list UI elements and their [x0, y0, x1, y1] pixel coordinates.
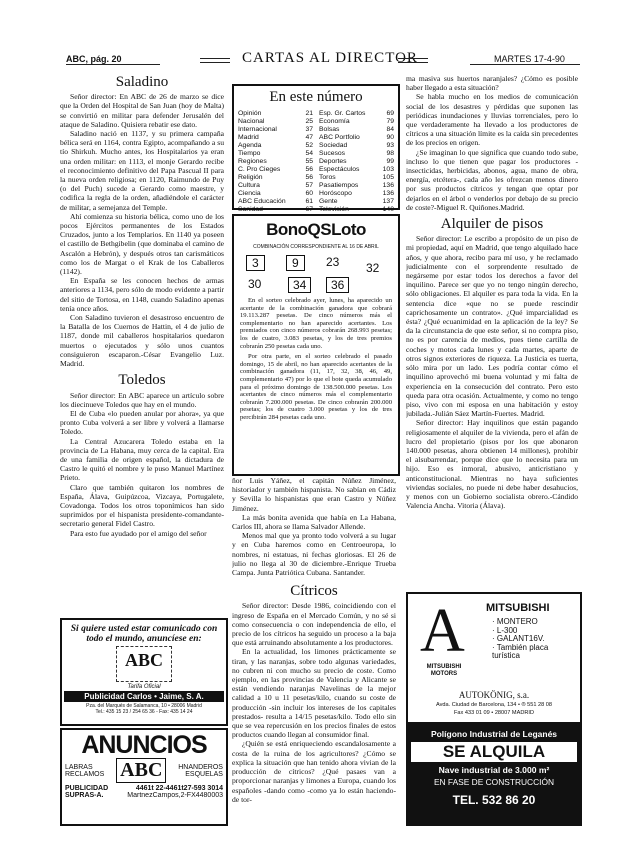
index-entry — [319, 190, 394, 198]
index-entry-page: 90 — [386, 134, 394, 141]
mitsubishi-models: · MONTERO · L-300 · GALANT16V. · También placa turística — [492, 617, 549, 661]
lottery-text — [234, 297, 398, 422]
ad-firm: Publicidad Carlos • Jaime, S. A. — [64, 691, 224, 702]
index-entry-page: 57 — [305, 182, 313, 189]
lottery-subtitle: COMBINACIÓN CORRESPONDIENTE AL 16 DE ABRIL — [253, 244, 379, 250]
index-entry — [238, 166, 313, 174]
saladino-paragraph: En España se les conocen hechos de armas anteriores a 1134, pero sólo de modo evidente a partir del sitio de Tortosa, en 1148, cuando Saladino apenas tenía once años. — [60, 276, 224, 313]
lottery-number: 3 — [246, 255, 265, 271]
toledos-paragraph: Para esto fue ayudado por el amigo del señor — [70, 528, 207, 538]
dealer-fax: Fax 433 01 09 • 28007 MADRID — [453, 710, 534, 716]
index-entry — [238, 118, 313, 126]
index-entry-page: 136 — [382, 190, 394, 197]
citricos-paragraph: ¿Quién se está enriqueciendo escandalosamente a costa de la ruina de los agricultores? ¿Cómo se explica la situación que han tenido ahora vivian de la producción de cítricos? ¿Qué pasaes van a proporcionar naranjas y limones a Europa, cuando los españoles -dando como -como ya lo están haciendo- de tor- — [232, 739, 396, 804]
index-entry-page: 84 — [386, 126, 394, 133]
column-1 — [60, 74, 224, 614]
index-entry-name: Opinión — [238, 110, 262, 117]
index-entry-page: 140 — [382, 206, 394, 213]
page-header-left: ABC, pág. 20 — [66, 54, 122, 64]
lottery-numbers — [234, 253, 398, 297]
toledos-continued: ñor Luis Yáñez, el capitán Núñez Jiménez, historiador y también hispanista. No sabían en Cádiz y Sevilla lo hispanistas que eran Castro y Núñez Jiménez. — [232, 476, 396, 513]
ad-publicidad-carlos-jaime — [60, 618, 228, 726]
index-entry-name: Internacional — [238, 126, 277, 133]
index-entry — [238, 110, 313, 118]
index-entry — [319, 134, 394, 142]
index-entry-page: 56 — [305, 174, 313, 181]
index-entry-page: 52 — [305, 142, 313, 149]
index-entry-name: ABC Educación — [238, 198, 286, 205]
index-entry — [238, 174, 313, 182]
toledos-continued: La más bonita avenida que había en La Habana, Carlos III, ahora se llama Salvador Allende. — [232, 512, 396, 532]
index-entry-name: Madrid — [238, 134, 259, 141]
mitsubishi-motors: MITSUBISHI MOTORS — [426, 664, 462, 677]
index-entry-name: Economía — [319, 118, 350, 125]
column-3 — [406, 74, 578, 586]
lottery-number: 32 — [366, 261, 380, 275]
alquiler-paragraph: Señor director: Hay inquilinos que están pagando religiosamente el alquiler de la vivienda, pero el afán de lucro del propietario (pisos por los que abonaron 140.000 pesetas, ahora obtienen 14 millones), prohibir el alsubarrendar, porque dice que lo necesita para un hijo. Eso es inmoral, abusivo, anticristiano y anticonstitucional. Mientras no haya suficientes viviendas sociales, no puede ni debe haber desahucios, y menos con un Gobierno socialista obrero.-Cándido Valencia Ancha. Vitoria (Álava). — [406, 418, 578, 511]
index-entry — [238, 206, 313, 214]
ad-right-list: HNANDEROS ESQUELAS — [178, 763, 223, 778]
lottery-paragraph: En el sorteo celebrado ayer, lunes, ha aparecido un acertante de la combinación ganadora que cobrará 19.113.287 pesetas. De cinco números más el complementario no han aparecido acertantes. Los premiados con cinco números cobrarán 268.993 pesetas; los de cuatro, 3.083 pesetas, y los de tres premios cobrarán 250 pesetas cada uno. — [240, 297, 392, 350]
index-entry-page: 25 — [305, 118, 313, 125]
abc-logo: ABC — [116, 758, 166, 783]
index-entry — [319, 174, 394, 182]
lottery-paragraph: Por otra parte, en el sorteo celebrado el pasado domingo, 15 de abril, no han aparecido acertantes de la combinación ganadora (11, 17, 32, 38, 46, 49, complementario 47) por lo que el bote queda acumulado para el próximo domingo de 138.500.000 pesetas. Los acertantes de cinco números más el complementario cobrarán 7.200.000 pesetas. De cinco cobrarán 200.000 pesetas; los de cuatro 3.000 pesetas y los de tres percibirán 284 pesetas cada uno. — [240, 353, 392, 421]
index-entry-name: Esp. Gr. Cartos — [319, 110, 366, 117]
lottery-number: 36 — [326, 277, 349, 293]
index-entry-name: Sucesos — [319, 150, 346, 157]
nave-top: Polígono Industrial de Leganés — [408, 726, 580, 740]
toledos-continued: Menos mal que ya pronto todo volverá a su lugar y en Cuba haremos como en Centroeuropa, lo nombres, ni estatuas, ni fechas gloriosas. El 26 de julio no llega al 30 de diciembre.-Enrique Trueba Campa. Junta Patriótica Cubana. Santander. — [232, 531, 396, 578]
citricos-paragraph: Señor director: Desde 1986, coincidiendo con el ingreso de España en el Mercado Común, y no sé si como consecuencia o con independencia de ello, el precio de los cítricos ha seguido un proceso a la baja que está arruinando absolutamente a los productores. — [232, 601, 396, 648]
ad-address: Pza. del Marqués de Salamanca, 10 • 28006 Madrid — [86, 703, 202, 709]
index-entry-page: 137 — [382, 198, 394, 205]
index-entry — [238, 142, 313, 150]
lottery-number: 30 — [248, 277, 262, 291]
index-entry-page: 79 — [386, 118, 394, 125]
citricos-paragraph: En la actualidad, los limones prácticamente se tiran, y las naranjas, sobre todo algunas variedades, no cubren ni con mucho su precio de coste. Como ejemplo, en las provincias de Valencia y Alicante se están vendiendo naranjas Navelinas de la mejor calidad a 10 u 11 pesetas/kilo, cuando su coste de producción -sin incluir los intereses de los capitales prestados- resulta a 14/15 pesetas/kilo. Todo ello sin que se vea repercusión en los precios finales de estos productos cuando llegan al consumidor final. — [232, 647, 396, 740]
index-entry-name: C. Pro Cieges — [238, 166, 281, 173]
index-entry-name: Pasatiempos — [319, 182, 359, 189]
index-entry-page: 21 — [305, 110, 313, 117]
ad-anuncios-title: ANUNCIOS — [81, 731, 207, 759]
index-entry-page: 105 — [382, 174, 394, 181]
index-entry-name: Cultura — [238, 182, 260, 189]
ad-left-list: LABRAS RECLAMOS — [65, 763, 105, 778]
column-2 — [232, 476, 396, 826]
lottery-number: 9 — [286, 255, 305, 271]
index-left-list — [238, 110, 313, 214]
lottery-number: 23 — [326, 255, 340, 269]
abc-logo: ABC — [116, 646, 172, 682]
citricos-continued: ma masiva sus huertos naranjales? ¿Cómo es posible haber llegado a esta situación? — [406, 74, 578, 93]
index-entry-page: 54 — [305, 150, 313, 157]
index-entry — [319, 150, 394, 158]
index-entry-page: 69 — [386, 110, 394, 117]
index-entry-page: 98 — [386, 150, 394, 157]
ad-contact: 4461t 22-4461t27-593 3014 MartnezCampos,2-FX4480003 — [127, 785, 223, 799]
citricos-continued: Se habla mucho en los medios de comunicación social de los desastres y pérdidas que suponen las periódicas inundaciones y lluvias torrenciales, pero lo que verdaderamente ha llevado a los productores de cítricos a una situación límite es la caída sin precedentes de los precios en origen. — [406, 92, 578, 148]
index-entry — [238, 190, 313, 198]
index-entry — [319, 182, 394, 190]
ad-tarifa: Tarifa Oficial — [127, 684, 161, 690]
index-entry-page: 55 — [305, 158, 313, 165]
index-title: En este número — [269, 89, 363, 105]
page-date: MARTES 17-4-90 — [494, 54, 565, 64]
index-entry-name: Bolsas — [319, 126, 340, 133]
index-entry-name: Ciencia — [238, 190, 261, 197]
nave-alquila: SE ALQUILA — [411, 742, 577, 762]
lottery-title: BonoQSLoto — [266, 220, 366, 239]
lottery-number: 34 — [288, 277, 311, 293]
index-entry — [238, 126, 313, 134]
index-entry — [238, 134, 313, 142]
ad-letter-a: A — [420, 597, 465, 665]
index-entry-page: 61 — [305, 198, 313, 205]
index-entry — [319, 142, 394, 150]
ad-anuncios — [60, 728, 228, 826]
index-entry-page: 37 — [305, 126, 313, 133]
index-entry — [319, 126, 394, 134]
nave-phone: TEL. 532 86 20 — [452, 793, 536, 807]
ad-telephone: Tel.: 435 15 23 / 254 65 36 - Fax: 435 14 24 — [95, 709, 193, 715]
index-entry-name: Toros — [319, 174, 336, 181]
index-entry-page: 136 — [382, 182, 394, 189]
citricos-continued: ¿Se imaginan lo que significa que cuando todo sube, incluso lo que tienen que pagar los productores -insecticidas, herbicidas, abonos, agua, mano de obra, energía, etcétera-, cada año les ofrezcan menos dinero por sus productos cítricos y tengan que optar por dejarlos en el árbol o venderlos por debajo de su precio de coste?-Miguel R. Quiñones.Madrid. — [406, 147, 578, 212]
saladino-paragraph: Con Saladino tuvieron el desastroso encuentro de la Batalla de los Cuernos de Hattin, el 4 de julio de 1187, donde mil caballeros hospitalarios quedaron muertos o ejecutados y sólo unos cuantos consiguieron escaparon.-César Evangelio Luz. Madrid. — [60, 313, 224, 369]
index-right-list — [319, 110, 394, 214]
index-entry — [319, 206, 394, 214]
toledos-paragraph: La Central Azucarera Toledo estaba en la provincia de La Habana, muy cerca de la capital. Era de una familia de origen español, la dictadura de Castro le quitó el nombre y le puso Manuel Martínez Prieto. — [60, 436, 224, 483]
saladino-paragraph: Ahí comienza su historia bélica, como uno de los pocos Ejércitos permanentes de los Estados Cruzados, junto a los Templarios. En 1140 ya poseen el castillo de Bethgibelin (que dominaba el camino de Ascalón a Hebrón), y después otros tan carismáticos como los de Margat o el Krak de los Caballeros (1142). — [60, 211, 224, 277]
index-entry-name: Sociedad — [319, 142, 348, 149]
dealer-name: AUTOKÖNIG, s.a. — [458, 690, 530, 700]
index-entry-page: 103 — [382, 166, 394, 173]
alquiler-paragraph: Señor director: Le escribo a propósito de un piso de mi propiedad, aquí en Madrid, que tengo alquilado hace años, y que ahora, recibo para mí uso, y he reclamado judicialmente con el sorprendente resultado de negárseme por estar todos los derechos a favor del inquilino. Parece ser que yo no tengo ningún derecho, sólo obligaciones. El alquiler es para toda la vida. En la sentencia dice «que no se puede rescindir caprichosamente un contrato». ¿Qué imparcialidad es ésta? ¿Qué ecuanimidad en la aplicación de la ley? Se da la circunstancia de que este señor, si no compra piso, no es por carencia de medios, pues tiene cartilla de coches y motos cada lunes y cada martes, aparte de otros signos exteriores de riqueza. La Justicia es tuerta, sólo mira por un lado. Les podría contar cómo el inquilino aprovechó mi buena voluntad y mi falta de experiencia en la consecución del contrato. Pero esto queda para otra ocasión. Actualmente, y como no tengo piso, vivo con mi esposa en una habitación y estoy jubilada.-Julián Sáez Martín-Fuertes. Madrid. — [406, 234, 578, 419]
ad-nave-industrial — [406, 724, 582, 826]
index-entry-page: 99 — [386, 158, 394, 165]
article-title-citricos: Cítricos — [290, 583, 338, 600]
saladino-paragraph: Señor director: En ABC de 26 de marzo se dice que la Orden del Hospital de San Juan (hoy de Malta) se convirtió en militar para defender Jerusalén del ataque de Saladino. Quisiera rebatir ese dato. — [60, 92, 224, 129]
index-entry-page: 93 — [386, 142, 394, 149]
index-entry-name: Gente — [319, 198, 338, 205]
toledos-paragraph: Señor director: En ABC aparece un artículo sobre los diecinueve Toledos que hay en el mundo. — [60, 390, 224, 409]
ad-publicidad-label: PUBLICIDAD SUPRAS-A. — [65, 785, 109, 799]
index-entry-page: 67 — [305, 206, 313, 213]
index-entry — [319, 166, 394, 174]
mitsubishi-brand: MITSUBISHI — [486, 602, 550, 614]
index-entry — [238, 182, 313, 190]
index-entry-page: 56 — [305, 166, 313, 173]
ad-mitsubishi — [406, 592, 582, 724]
index-entry-name: ABC Portfolio — [319, 134, 360, 141]
toledos-paragraph: Claro que también quitaron los nombres de España, Álava, Guipúzcoa, Vizcaya, Portugalete, Covadonga. Todos los otros toponímicos han sido suprimidos por el hispanista presidente-comandante-secretario general Fidel Castro. — [60, 482, 224, 529]
article-title-saladino: Saladino — [115, 74, 169, 90]
index-entry — [319, 118, 394, 126]
index-entry-name: Religión — [238, 174, 263, 181]
index-entry — [238, 150, 313, 158]
nave-status: EN FASE DE CONSTRUCCIÓN — [433, 777, 555, 787]
index-entry — [319, 110, 394, 118]
article-title-alquiler: Alquiler de pisos — [440, 216, 544, 233]
saladino-paragraph: Saladino nació en 1137, y su primera campaña bélica será en 1164, contra Egipto, acompañando a su tío Shirkuh. Mucho antes, los Hospitalarios ya eran una orden militar: en 1113, el monje Gerardo recibe el reconocimiento definitivo del Papa Pascual II para la nueva orden religiosa; en 1120, Raimundo de Puy (o del Puch) sucede a Gerardo como maestre, y codifica la regla de la orden, añadiéndole el carácter de militar, a semejanza del Temple. — [60, 129, 224, 212]
index-entry — [238, 198, 313, 206]
index-entry-page: 47 — [305, 134, 313, 141]
nave-size: Nave industrial de 3.000 m² — [438, 765, 550, 775]
index-entry-name: Televisión — [319, 206, 349, 213]
index-box — [232, 84, 400, 213]
index-entry-page: 60 — [305, 190, 313, 197]
index-entry — [238, 158, 313, 166]
index-entry — [319, 158, 394, 166]
index-entry-name: Espectáculos — [319, 166, 360, 173]
index-entry — [319, 198, 394, 206]
article-title-toledos: Toledos — [118, 372, 166, 389]
ad-headline: Si quiere usted estar comunicado con todo el mundo, anuncíese en: — [70, 624, 218, 644]
toledos-paragraph: El de Cuba «lo pueden anular por ahora», ya que pronto Cuba volverá a ser libre y volverá a llamarse Toledo. — [60, 408, 224, 437]
lottery-box — [232, 214, 400, 476]
index-entry-name: Horóscopo — [319, 190, 352, 197]
index-entry-name: Nacional — [238, 118, 265, 125]
index-entry-name: Regiones — [238, 158, 267, 165]
dealer-address: Avda. Ciudad de Barcelona, 134 • ® 551 28 08 — [435, 702, 553, 708]
index-entry-name: Deportes — [319, 158, 347, 165]
index-entry-name: Agenda — [238, 142, 262, 149]
index-entry-name: Sanidad — [238, 206, 263, 213]
section-title: CARTAS AL DIRECTOR — [242, 50, 418, 66]
index-entry-name: Tiempo — [238, 150, 261, 157]
